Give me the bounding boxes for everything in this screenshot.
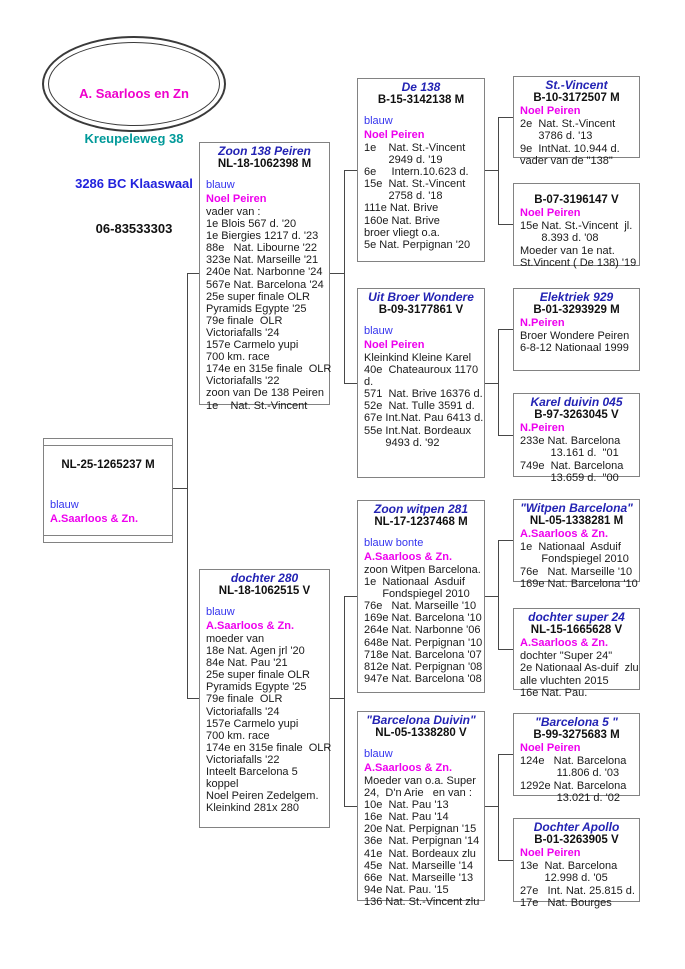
pedigree-line: 76e Nat. Marseille '10	[364, 600, 477, 613]
pedigree-line: Victoriafalls '22	[206, 375, 280, 388]
pedigree-line: 79e finale OLR	[206, 693, 283, 706]
pedigree-line: 264e Nat. Narbonne '06	[364, 624, 481, 637]
pedigree-line: 2949 d. '19	[364, 154, 443, 167]
ring-number: NL-18-1062515 V	[218, 585, 311, 597]
pedigree-line: 749e Nat. Barcelona	[520, 459, 624, 472]
box-title: "Witpen Barcelona"	[520, 501, 633, 515]
breeder-stamp-inner-ring	[48, 42, 220, 236]
connector-line	[173, 488, 187, 489]
owner-name: Noel Peiren	[520, 207, 581, 219]
pedigree-line: Fondspiegel 2010	[520, 553, 629, 566]
pedigree-box-root	[43, 438, 173, 543]
ring-number: NL-17-1237468 M	[374, 516, 468, 528]
box-title: "Barcelona Duivin"	[366, 713, 476, 727]
pedigree-line: 2758 d. '18	[364, 190, 443, 203]
box-title: Dochter Apollo	[533, 820, 620, 834]
pedigree-line: Fondspiegel 2010	[364, 588, 470, 601]
performance-lines	[514, 435, 639, 485]
pedigree-line: 812e Nat. Perpignan '08	[364, 660, 483, 673]
pedigree-line: 1e Blois 567 d. '20	[206, 218, 297, 231]
pedigree-box-zoon-witpen-281	[357, 500, 485, 693]
breeder-city: 3286 BC Klaaswaal	[75, 176, 193, 191]
box-title: Karel duivin 045	[530, 395, 623, 409]
owner-name: A.Saarloos & Zn.	[364, 551, 453, 563]
pedigree-line: 2e Nationaal As-duif zlu	[520, 662, 639, 675]
owner-name: A.Saarloos & Zn.	[364, 762, 453, 774]
pigeon-color: blauw	[364, 748, 393, 760]
pigeon-color: blauw	[364, 325, 393, 337]
pedigree-box-zoon-138-peiren	[199, 142, 332, 412]
pedigree-line: 12.998 d. '05	[520, 872, 608, 885]
performance-lines	[358, 352, 484, 449]
pedigree-line: 157e Carmelo yupi	[206, 717, 299, 730]
connector-line	[498, 754, 499, 860]
connector-line	[498, 540, 513, 541]
ring-number: B-97-3263045 V	[534, 409, 619, 421]
pedigree-line: 9493 d. '92	[364, 436, 440, 449]
performance-lines	[358, 142, 484, 251]
ring-number: NL-15-1665628 V	[530, 624, 623, 636]
pedigree-line: 40e Chateauroux 1170	[364, 364, 479, 377]
pedigree-line: Victoriafalls '24	[206, 705, 280, 718]
connector-line	[187, 273, 188, 699]
pedigree-line: St.Vincent ( De 138) '19	[520, 257, 637, 270]
connector-line	[498, 540, 499, 649]
pedigree-line: moeder van	[206, 633, 265, 645]
pedigree-line: vader van de "138"	[520, 155, 613, 168]
pedigree-line: 3786 d. '13	[520, 130, 593, 143]
pedigree-line: Victoriafalls '22	[206, 753, 280, 766]
pedigree-line: d.	[364, 376, 374, 389]
pedigree-box-de-138	[357, 78, 485, 262]
pedigree-line: 79e finale OLR	[206, 314, 283, 327]
breeder-phone: 06-83533303	[95, 221, 173, 236]
pedigree-line: 36e Nat. Perpignan '14	[364, 835, 480, 848]
box-title: St.-Vincent	[545, 78, 608, 92]
pedigree-line: 94e Nat. Pau. '15	[364, 883, 449, 896]
pedigree-line: 18e Nat. Agen jrl '20	[206, 645, 305, 658]
breeder-name: A. Saarloos en Zn	[79, 86, 189, 101]
connector-line	[485, 806, 498, 807]
pedigree-line: 17e Nat. Bourges	[520, 897, 612, 910]
pedigree-line: 52e Nat. Tulle 3591 d.	[364, 400, 475, 413]
connector-line	[330, 698, 344, 699]
owner-name: A.Saarloos & Zn.	[50, 513, 139, 525]
pedigree-line: Broer Wondere Peiren	[520, 330, 630, 342]
pedigree-line: 13.161 d. "01	[520, 447, 619, 460]
ring-number: NL-25-1265237 M	[61, 459, 155, 471]
pedigree-line: 66e Nat. Marseille '13	[364, 871, 474, 884]
ring-number: NL-05-1338281 M	[529, 515, 624, 527]
pedigree-line: 9e IntNat. 10.944 d.	[520, 142, 620, 155]
pedigree-line: 174e en 315e finale OLR	[206, 741, 332, 754]
pedigree-line: 6-8-12 Nationaal 1999	[520, 342, 629, 355]
connector-line	[498, 117, 513, 118]
pedigree-line: 41e Nat. Bordeaux zlu	[364, 847, 476, 860]
pedigree-line: 5e Nat. Perpignan '20	[364, 238, 471, 251]
pedigree-line: 233e Nat. Barcelona	[520, 435, 621, 447]
ring-number: B-07-3196147 V	[534, 194, 619, 206]
breeder-street: Kreupeleweg 38	[84, 131, 184, 146]
pedigree-line: 67e Int.Nat. Pau 6413 d.	[364, 412, 484, 425]
pedigree-box-dochter-apollo	[513, 818, 640, 910]
pigeon-color: blauw	[206, 179, 235, 191]
pedigree-line: 1e Nationaal Asduif	[520, 541, 621, 553]
pedigree-line: Moeder van o.a. Super	[364, 775, 476, 787]
pedigree-line: 700 km. race	[206, 351, 270, 364]
performance-lines	[514, 860, 639, 910]
connector-line	[498, 435, 513, 436]
pedigree-box-b07-3196147	[513, 183, 640, 270]
pedigree-box-elektriek-929	[513, 288, 640, 371]
pedigree-line: 27e Int. Nat. 25.815 d.	[520, 884, 635, 897]
pedigree-line: 160e Nat. Brive	[364, 214, 440, 227]
owner-name: Noel Peiren	[364, 339, 425, 351]
pedigree-line: 13e Nat. Barcelona	[520, 860, 618, 872]
pedigree-line: 15e Nat. St.-Vincent jl.	[520, 220, 633, 232]
pedigree-line: 15e Nat. St.-Vincent	[364, 178, 466, 191]
performance-lines	[514, 330, 639, 355]
performance-lines	[514, 650, 639, 700]
connector-line	[498, 117, 499, 225]
connector-line	[498, 860, 513, 861]
connector-line	[344, 383, 357, 384]
pedigree-line: 1e Nat. St.-Vincent	[364, 142, 466, 154]
connector-line	[498, 329, 513, 330]
pedigree-line: Noel Peiren Zedelgem.	[206, 790, 319, 803]
owner-name: A.Saarloos & Zn.	[206, 620, 295, 632]
pedigree-line: 45e Nat. Marseille '14	[364, 859, 474, 872]
pedigree-line: 11.806 d. '03	[520, 767, 620, 780]
pedigree-line: zoon van De 138 Peiren	[206, 387, 325, 400]
pedigree-line: Kleinkind 281x 280	[206, 802, 299, 815]
pedigree-line: 16e Nat. Pau.	[520, 687, 588, 700]
pedigree-line: 169e Nat. Barcelona '10	[364, 612, 482, 625]
pedigree-line: 1292e Nat. Barcelona	[520, 779, 627, 792]
pedigree-line: dochter "Super 24"	[520, 650, 613, 662]
pedigree-line: zoon Witpen Barcelona.	[364, 564, 481, 576]
pedigree-line: 13.659 d. "00	[520, 472, 619, 485]
pedigree-line: 700 km. race	[206, 729, 270, 742]
connector-line	[187, 273, 199, 274]
pedigree-line: 111e Nat. Brive	[364, 202, 439, 215]
pedigree-line: Kleinkind Kleine Karel	[364, 352, 472, 364]
pedigree-line: 648e Nat. Perpignan '10	[364, 636, 483, 649]
owner-name: Noel Peiren	[520, 742, 581, 754]
ring-number: B-01-3293929 M	[533, 304, 620, 316]
connector-line	[498, 224, 513, 225]
pedigree-line: 25e super finale OLR	[206, 290, 310, 303]
pedigree-line: 84e Nat. Pau '21	[206, 657, 288, 670]
pedigree-box-barcelona-duivin	[357, 711, 485, 908]
pedigree-line: 157e Carmelo yupi	[206, 339, 299, 352]
pedigree-line: 76e Nat. Marseille '10	[520, 565, 633, 578]
pedigree-line: 169e Nat. Barcelona '10	[520, 578, 638, 591]
pedigree-box-witpen-barcelona	[513, 499, 640, 591]
pedigree-line: 1e Biergies 1217 d. '23	[206, 230, 319, 243]
ring-number: B-15-3142138 M	[377, 94, 465, 106]
decorative-rule	[44, 445, 172, 446]
connector-line	[344, 596, 357, 597]
pedigree-box-st-vincent	[513, 76, 640, 168]
pedigree-line: 55e Int.Nat. Bordeaux	[364, 424, 472, 437]
pigeon-color: blauw	[206, 606, 235, 618]
pedigree-line: 323e Nat. Marseille '21	[206, 254, 319, 267]
pigeon-color: blauw	[364, 115, 393, 127]
box-title: Elektriek 929	[539, 290, 614, 304]
connector-line	[498, 329, 499, 435]
performance-lines	[514, 220, 639, 270]
pedigree-line: 20e Nat. Perpignan '15	[364, 823, 477, 836]
pedigree-line: 25e super finale OLR	[206, 669, 310, 682]
connector-line	[498, 754, 513, 755]
pedigree-line: vader van :	[206, 206, 261, 218]
pedigree-line: Moeder van 1e nat.	[520, 244, 615, 257]
ring-number: B-10-3172507 M	[533, 92, 620, 104]
connector-line	[187, 698, 199, 699]
pedigree-line: broer vliegt o.a.	[364, 226, 440, 239]
pedigree-line: 240e Nat. Narbonne '24	[206, 266, 323, 279]
ring-number: B-99-3275683 M	[533, 729, 620, 741]
pedigree-line: 8.393 d. '08	[520, 232, 599, 245]
pedigree-line: 24, D'n Arie en van :	[364, 787, 472, 800]
box-title: De 138	[401, 80, 441, 94]
pedigree-line: Pyramids Egypte '25	[206, 681, 307, 694]
pedigree-line: 571 Nat. Brive 16376 d.	[364, 388, 483, 401]
connector-line	[330, 273, 344, 274]
pedigree-line: 10e Nat. Pau '13	[364, 799, 449, 812]
pedigree-line: koppel	[206, 778, 239, 791]
pedigree-line: 13.021 d. '02	[520, 792, 620, 805]
owner-name: Noel Peiren	[520, 847, 581, 859]
pedigree-line: 2e Nat. St.-Vincent	[520, 118, 616, 130]
ring-number: B-09-3177861 V	[378, 304, 464, 316]
connector-line	[344, 806, 357, 807]
pedigree-line: 88e Nat. Libourne '22	[206, 242, 317, 255]
ring-number: B-01-3263905 V	[534, 834, 619, 846]
pedigree-line: Victoriafalls '24	[206, 326, 280, 339]
performance-lines	[358, 775, 484, 908]
pedigree-line: 16e Nat. Pau '14	[364, 811, 449, 824]
pedigree-box-dochter-280	[199, 569, 330, 828]
owner-name: A.Saarloos & Zn.	[520, 637, 609, 649]
pedigree-line: 136 Nat. St.-Vincent zlu	[364, 895, 480, 908]
owner-name: N.Peiren	[520, 317, 565, 329]
performance-lines	[514, 541, 639, 591]
pedigree-line: 6e Intern.10.623 d.	[364, 166, 469, 179]
connector-line	[485, 383, 498, 384]
owner-name: Noel Peiren	[364, 129, 425, 141]
pedigree-line: Inteelt Barcelona 5	[206, 766, 298, 779]
owner-name: A.Saarloos & Zn.	[520, 528, 609, 540]
pedigree-line: 174e en 315e finale OLR	[206, 363, 332, 376]
pedigree-box-barcelona-5	[513, 713, 640, 805]
pedigree-box-uit-broer-wondere	[357, 288, 485, 478]
box-title: dochter super 24	[528, 610, 625, 624]
pigeon-color: blauw bonte	[364, 537, 424, 549]
owner-name: N.Peiren	[520, 422, 565, 434]
connector-line	[344, 170, 345, 383]
pedigree-line: 718e Nat. Barcelona '07	[364, 648, 482, 661]
pedigree-line: 947e Nat. Barcelona '08	[364, 672, 482, 685]
pedigree-line: 1e Nat. St.-Vincent	[206, 399, 308, 412]
ring-number: NL-18-1062398 M	[217, 158, 312, 170]
pedigree-line: Pyramids Egypte '25	[206, 302, 307, 315]
connector-line	[344, 596, 345, 806]
pedigree-line: 124e Nat. Barcelona	[520, 755, 627, 767]
connector-line	[498, 649, 513, 650]
performance-lines	[514, 755, 639, 805]
pedigree-box-dochter-super-24	[513, 608, 640, 700]
connector-line	[485, 596, 498, 597]
owner-name: Noel Peiren	[520, 105, 581, 117]
box-title: dochter 280	[230, 571, 299, 585]
performance-lines	[200, 633, 332, 815]
performance-lines	[514, 118, 639, 168]
box-title: Zoon witpen 281	[373, 502, 468, 516]
box-title: "Barcelona 5 "	[535, 715, 618, 729]
pedigree-line: 567e Nat. Barcelona '24	[206, 278, 324, 291]
connector-line	[485, 170, 498, 171]
performance-lines	[358, 564, 484, 685]
pedigree-box-karel-duivin-045	[513, 393, 640, 485]
decorative-rule	[44, 535, 172, 536]
pedigree-line: 1e Nationaal Asduif	[364, 576, 465, 589]
performance-lines	[200, 206, 332, 412]
pigeon-color: blauw	[50, 499, 79, 511]
connector-line	[344, 170, 357, 171]
box-title: Uit Broer Wondere	[368, 290, 474, 304]
box-title: Zoon 138 Peiren	[218, 144, 311, 158]
pedigree-line: alle vluchten 2015	[520, 674, 609, 687]
owner-name: Noel Peiren	[206, 193, 267, 205]
ring-number: NL-05-1338280 V	[375, 727, 467, 739]
